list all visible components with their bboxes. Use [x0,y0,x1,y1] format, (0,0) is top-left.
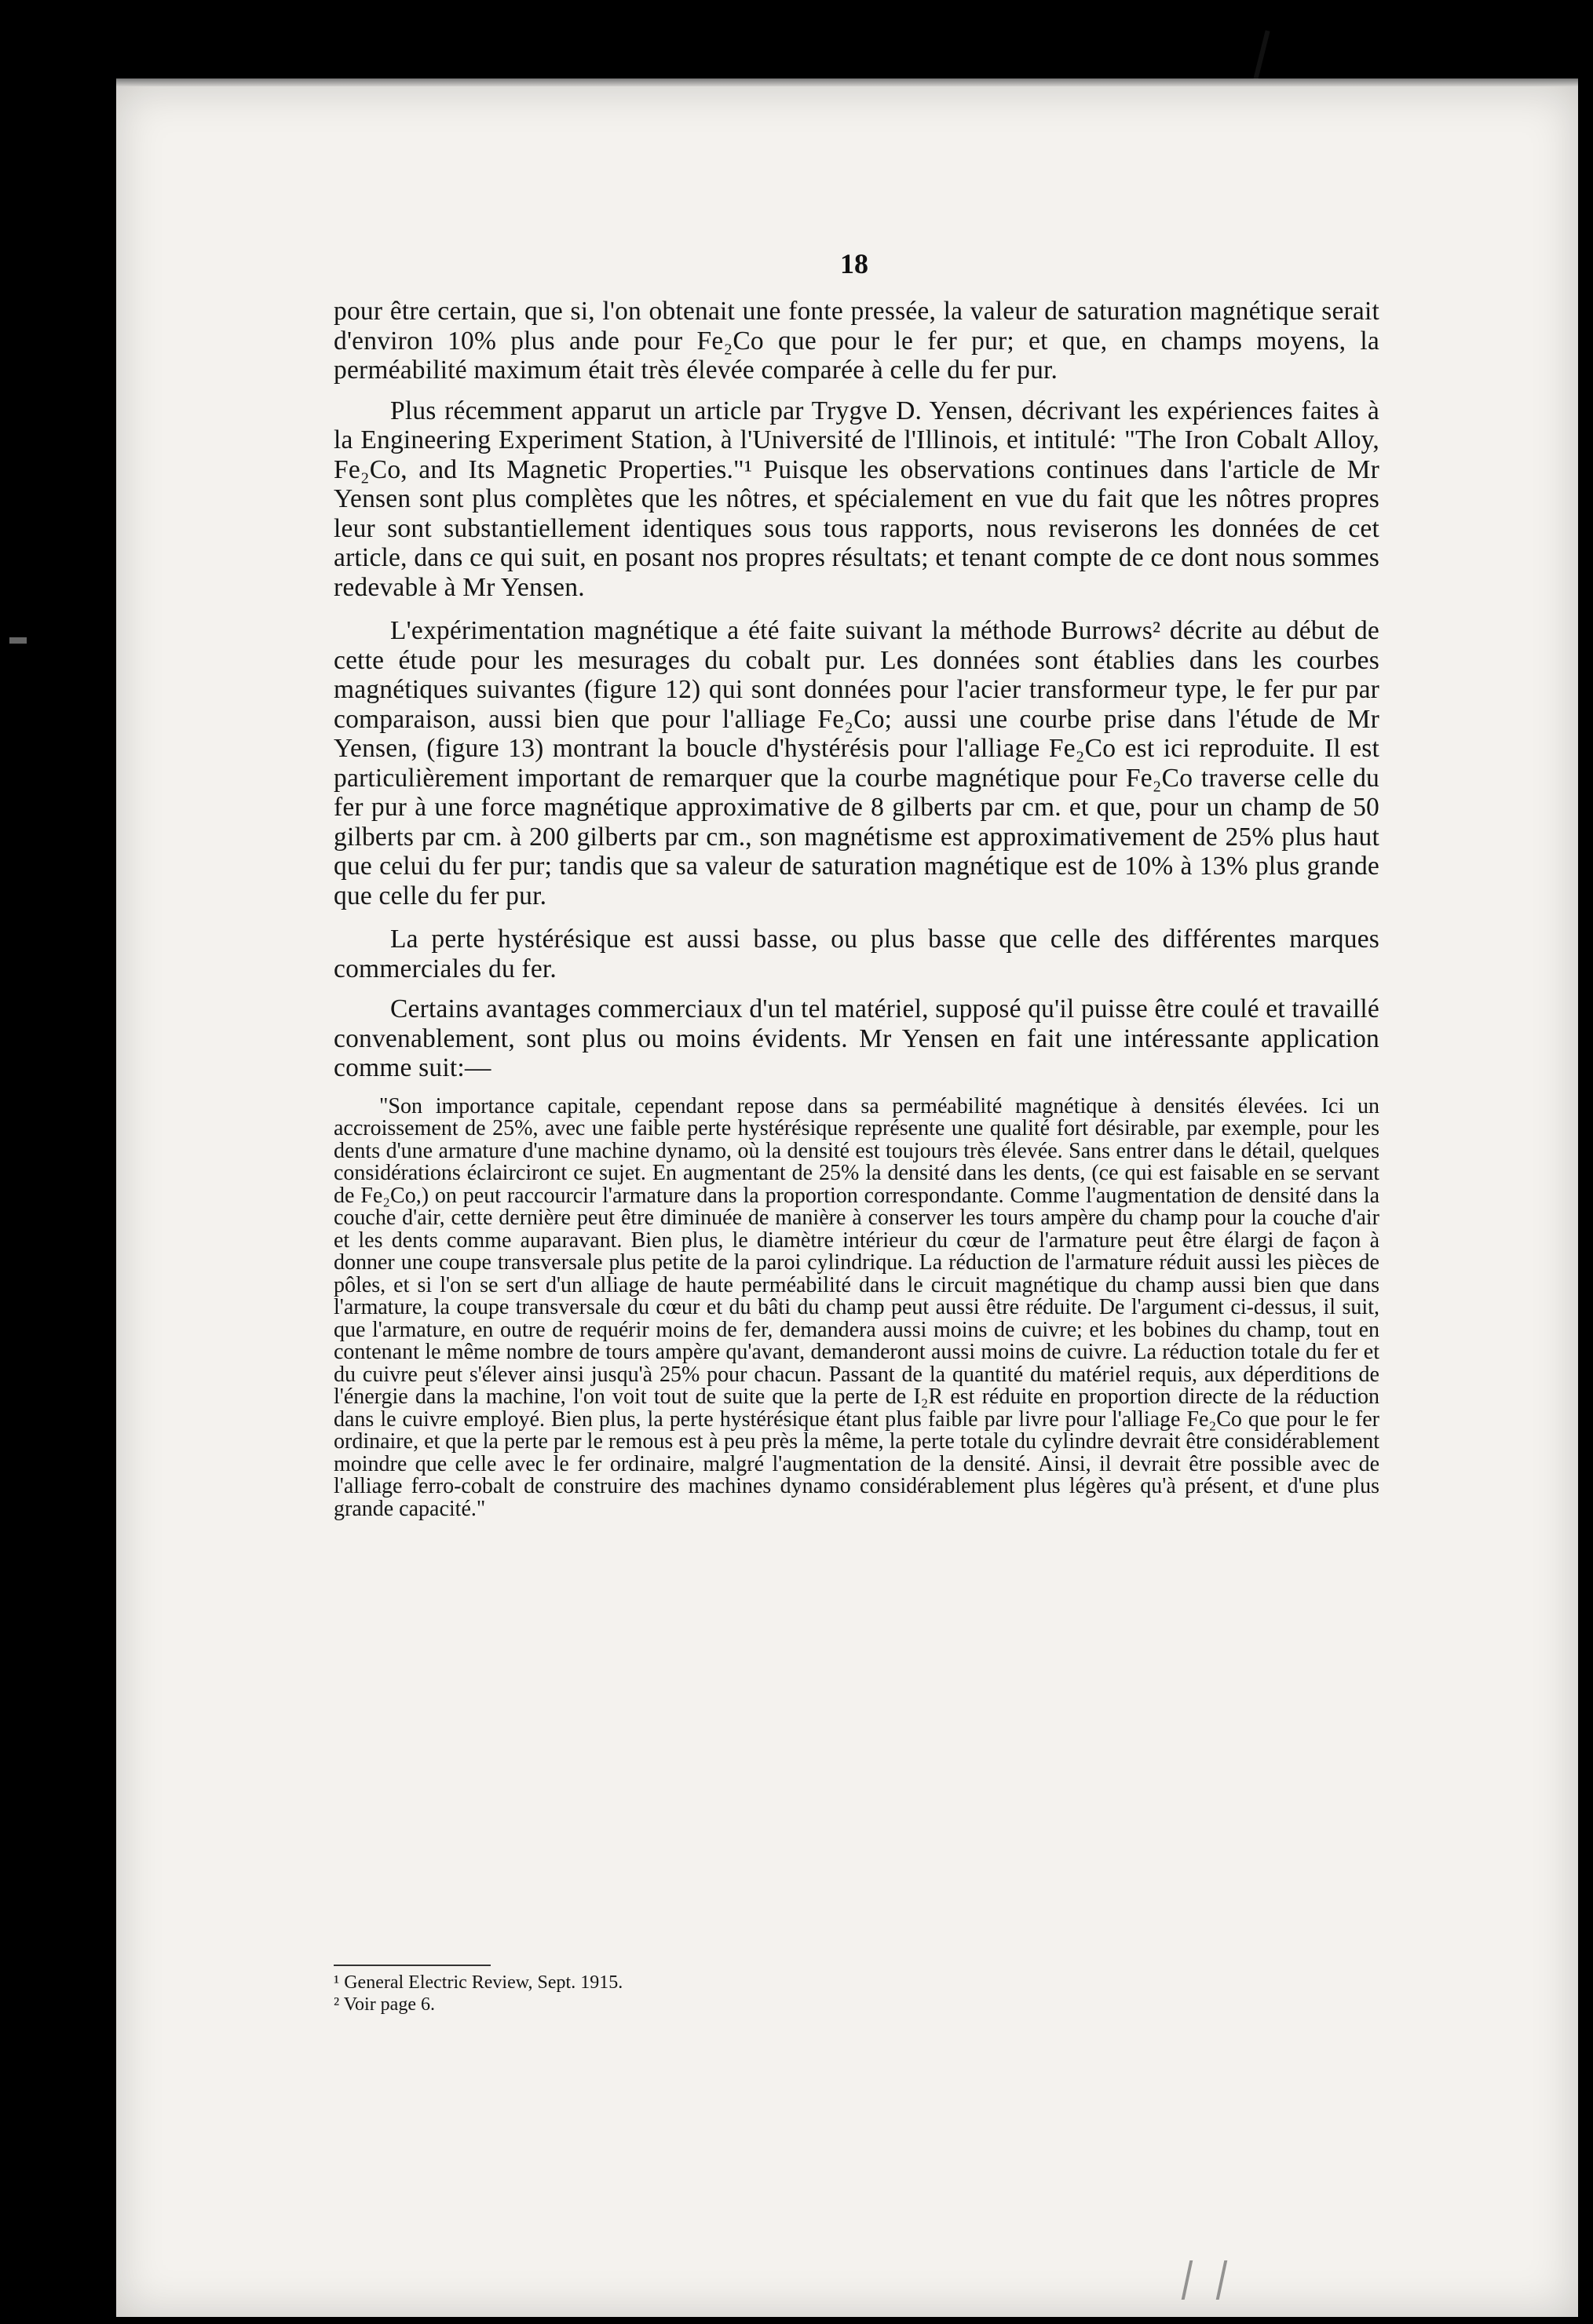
footnote-1-mark: ¹ [334,1972,340,1993]
footnote-2 [334,1994,623,2016]
footnotes [334,1972,623,2016]
paragraph-3: L'expérimentation magnétique a été faite suivant la méthode Burrows² décrite au début de cette étude pour les mesurages du cobalt pur. Les données sont établies dans les courbes magnétiques suivantes (figure 12) qui sont données pour l'acier transformeur type, le fer pur par comparaison, aussi bien que pour l'alliage Fe₂Co; aussi une courbe prise dans l'étude de Mr Yensen, (figure 13) montrant la boucle d'hystérésis pour l'alliage Fe₂Co est ici reproduite. Il est particulièrement important de remarquer que la courbe magnétique pour Fe₂Co traverse celle du fer pur à une force magnétique approximative de 8 gilberts par cm. et que, pour un champ de 50 gilberts par cm. à 200 gilberts par cm., son magnétisme est approximativement de 25% plus haut que celui du fer pur; tandis que sa valeur de saturation magnétique est de 10% à 13% plus grande que celle du fer pur. [334,616,1379,910]
paragraph-5: Certains avantages commerciaux d'un tel matériel, supposé qu'il puisse être coulé et travaillé convenablement, sont plus ou moins évidents. Mr Yensen en fait une intéressante application comme suit:— [334,994,1379,1082]
body-text [334,297,1379,1520]
footnote-1 [334,1972,623,1994]
footnote-1-text: General Electric Review, Sept. 1915. [344,1972,623,1993]
footnote-2-mark: ² [334,1994,340,2015]
block-quote: "Son importance capitale, cependant repose dans sa perméabilité magnétique à densités élevées. Ici un accroissement de 25%, avec une faible perte hystérésique représente une qualité fort désirable, par exemple, pour les dents d'une armature d'une machine dynamo, où la densité est toujours très élevée. Sans entrer dans le détail, quelques considérations éclairciront ce sujet. En augmentant de 25% la densité dans les dents, (ce qui est faisable en se servant de Fe₂Co,) on peut raccourcir l'armature dans la proportion correspondante. Comme l'augmentation de densité dans la couche d'air, cette dernière peut être diminuée de manière à conserver les tours ampère du champ pour la couche d'air et les dents comme auparavant. Bien plus, le diamètre intérieur du cœur de l'armature peut être élargi de façon à donner une coupe transversale plus petite de la paroi cylindrique. La réduction de l'armature réduit aussi les pièces de pôles, et si l'on se sert d'un alliage de haute perméabilité dans le circuit magnétique du champ aussi bien que dans l'armature, la coupe transversale du cœur et du bâti du champ peut aussi être réduite. De l'argument ci-dessus, il suit, que l'armature, en outre de requérir moins de fer, demandera aussi moins de cuivre; et les bobines du champ, tout en contenant le même nombre de tours ampère qu'avant, demanderont aussi moins de cuivre. La réduction totale du fer et du cuivre peut s'élever ainsi jusqu'à 25% pour chacun. Passant de la quantité du matériel requis, aux déperditions de l'énergie dans la machine, l'on voit tout de suite que la perte de I₂R est réduite en proportion directe de la réduction dans le cuivre employé. Bien plus, la perte hystérésique étant plus faible par livre pour l'alliage Fe₂Co que pour le fer ordinaire, et que la perte par le remous est à peu près la même, la perte totale du cylindre devrait être considérablement moindre que celle avec le fer ordinaire, malgré l'augmentation de la densité. Ainsi, il devrait être possible avec de l'alliage ferro-cobalt de construire des machines dynamo considérablement plus légères qu'à présent, et d'une plus grande capacité." [334,1093,1379,1521]
left-edge-mark [9,637,27,644]
footnote-divider [334,1965,491,1966]
paragraph-1: pour être certain, que si, l'on obtenait une fonte pressée, la valeur de saturation magnétique serait d'environ 10% plus ande pour Fe₂Co que pour le fer pur; et que, en champs moyens, la perméabilité maximum était très élevée comparée à celle du fer pur. [334,297,1379,385]
paragraph-4: La perte hystérésique est aussi basse, ou plus basse que celle des différentes marques commerciales du fer. [334,925,1379,983]
page-number: 18 [840,248,868,279]
paragraph-2: Plus récemment apparut un article par Trygve D. Yensen, décrivant les expériences faites à la Engineering Experiment Station, à l'Université de l'Illinois, et intitulé: "The Iron Cobalt Alloy, Fe₂Co, and Its Magnetic Properties."¹ Puisque les observations continues dans l'article de Mr Yensen sont plus complètes que les nôtres, et spécialement en vue du fait que les nôtres propres leur sont substantiellement identiques sous tous rapports, nous reviserons les données de cet article, dans ce qui suit, en posant nos propres résultats; et tenant compte de ce dont nous sommes redevable à Mr Yensen. [334,396,1379,602]
footnote-2-text: Voir page 6. [343,1994,435,2015]
